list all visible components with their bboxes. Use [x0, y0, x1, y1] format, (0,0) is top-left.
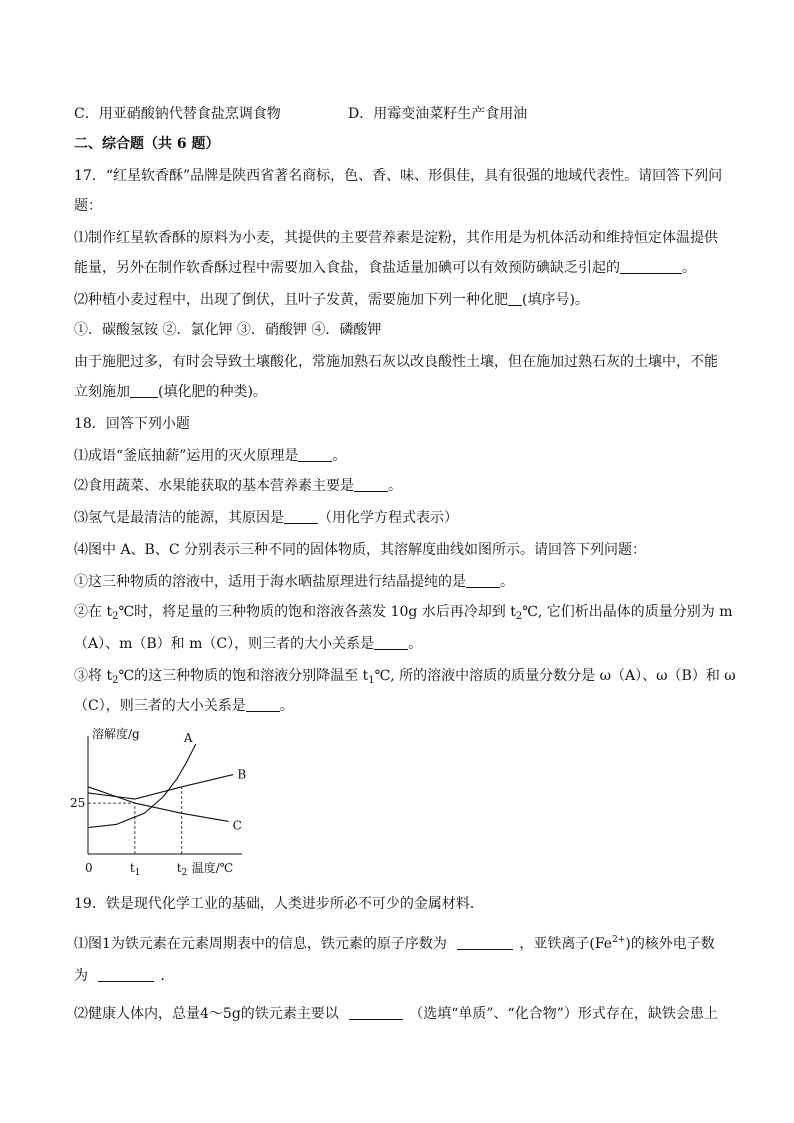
- q18-sub3-text-b: ℃的这三种物质的饱和溶液分别降温至 t: [118, 668, 369, 684]
- q18-sub3-line1: [74, 666, 736, 691]
- q19-title: 19．铁是现代化学工业的基础，人类进步所必不可少的金属材料．: [74, 896, 484, 912]
- q18-part2-text: ⑵食用蔬菜、水果能获取的基本营养素主要是: [74, 478, 354, 494]
- y-axis-label: 溶解度/g: [92, 727, 140, 741]
- series-line-B: [88, 775, 233, 799]
- q17-part2-line4-text: 立刻施加: [74, 384, 130, 400]
- q17-part1-end: 。: [682, 260, 696, 276]
- q17-options: ①．碳酸氢铵 ②．氯化钾 ③．硝酸钾 ④．磷酸钾: [74, 322, 382, 338]
- x-tick-subscript: 1: [134, 868, 141, 876]
- q18-sub3-line2-text: （C），则三者的大小关系是: [74, 698, 246, 714]
- q18-part1-text: ⑴成语“釜底抽薪”运用的灭火原理是: [74, 448, 299, 464]
- q18-sub2-line2: [74, 634, 422, 654]
- q18-part2: [74, 476, 402, 496]
- q17-stem-line2: 题：: [74, 198, 102, 214]
- series-label-A: A: [183, 731, 193, 746]
- q19-part1-text-c: 的核外电子数: [630, 936, 715, 952]
- answer-blank[interactable]: [466, 573, 500, 588]
- right-paren: ): [625, 936, 631, 952]
- subscript: 2: [515, 611, 523, 622]
- answer-blank[interactable]: [508, 291, 522, 306]
- x-tick-subscript: 2: [181, 868, 188, 876]
- q18-sub2-line1: [74, 602, 733, 627]
- answer-blank[interactable]: [457, 935, 513, 950]
- answer-blank[interactable]: [298, 447, 332, 462]
- section-title: 二、综合题（共 6 题）: [74, 136, 220, 152]
- q18-sub1: [74, 572, 514, 592]
- y-tick-label: 25: [70, 796, 86, 811]
- solubility-chart: [66, 726, 246, 876]
- ion-charge: 2+: [612, 935, 626, 945]
- q18-sub2-line2-end: 。: [408, 636, 423, 652]
- answer-blank[interactable]: [349, 1005, 403, 1020]
- q19-part1-line2-text: 为: [74, 968, 88, 984]
- subscript: 1: [368, 675, 375, 686]
- q18-sub2-text-a: ②在 t: [74, 604, 113, 620]
- chart-series: [88, 744, 233, 827]
- series-label-C: C: [232, 818, 242, 833]
- q18-part3-end: （用化学方程式表示）: [318, 510, 458, 526]
- answer-blank[interactable]: [98, 967, 154, 982]
- q18-sub1-end: 。: [500, 574, 514, 590]
- q18-part1: [74, 446, 346, 466]
- q19-part2-text-b: 的铁元素主要以: [240, 1006, 339, 1022]
- q19-part2: [74, 1004, 718, 1024]
- q18-sub3-line2: [74, 696, 294, 716]
- q17-part2-line3: 由于施肥过多，有时会导致土壤酸化，常施加熟石灰以改良酸性土壤，但在施加过熟石灰的土壤中，不能: [74, 354, 718, 370]
- x-tick-label: $t_2$: [176, 861, 188, 876]
- q17-part2-end: (填序号)。: [522, 292, 589, 308]
- q18-title: 18．回答下列小题: [74, 416, 190, 432]
- q18-part3-text: ⑶氢气是最清洁的能源，其原因是: [74, 510, 284, 526]
- q18-sub2-line2-text: （A）、m（B）和 m（C），则三者的大小关系是: [74, 636, 375, 652]
- series-label-B: B: [237, 767, 246, 782]
- q19-part1-text-a: ⑴图1为铁元素在元素周期表中的信息，铁元素的原子序数为: [74, 936, 447, 952]
- q19-part1-text-b: ，亚铁离子: [519, 936, 590, 952]
- answer-blank[interactable]: [130, 383, 158, 398]
- answer-blank[interactable]: [374, 635, 408, 650]
- x-axis-label: 温度/℃: [191, 861, 234, 875]
- q18-sub2-text-c: ℃, 它们析出晶体的质量分别为 m: [522, 604, 733, 620]
- origin-label: 0: [85, 861, 93, 875]
- q19-part1-line1: [74, 930, 715, 954]
- chart-guides: [88, 787, 182, 854]
- q19-part1-line2-end: ．: [160, 968, 175, 984]
- answer-blank[interactable]: [284, 509, 318, 524]
- series-line-A: [88, 744, 196, 827]
- ion-symbol: Fe: [594, 936, 613, 952]
- q17-part2-text: ⑵种植小麦过程中，出现了倒伏，且叶子发黄，需要施加下列一种化肥: [74, 292, 508, 308]
- q18-sub3-line2-end: 。: [279, 698, 294, 714]
- q18-sub1-text: ①这三种物质的溶液中，适用于海水晒盐原理进行结晶提纯的是: [74, 574, 466, 590]
- subscript: 2: [112, 611, 119, 622]
- q19-part2-text-a: ⑵健康人体内，总量: [74, 1006, 200, 1022]
- answer-blank[interactable]: [354, 477, 388, 492]
- answer-blank[interactable]: [246, 697, 280, 712]
- q17-part2-line4: [74, 382, 267, 402]
- q18-sub3-text-c: ℃, 所的溶液中溶质的质量分数分是 ω（A）、ω（B）和 ω: [374, 668, 736, 684]
- x-tick-label: $t_1$: [129, 861, 141, 876]
- q17-part1-line1: ⑴制作红星软香酥的原料为小麦，其提供的主要营养素是淀粉，其作用是为机体活动和维持恒定体温提供: [74, 230, 718, 246]
- q18-part3: [74, 508, 458, 528]
- q17-part2-line4-end: (填化肥的种类)。: [158, 384, 267, 400]
- q18-sub2-text-b: ℃时，将足量的三种物质的饱和溶液各蒸发 10g 水后再冷却到 t: [118, 604, 516, 620]
- q19-amount: 4～5g: [200, 1006, 241, 1022]
- answer-blank[interactable]: [620, 259, 682, 274]
- q17-part1-line2: [74, 258, 696, 278]
- q19-part2-text-c: （选填“单质”、“化合物”）形式存在，缺铁会患上: [409, 1006, 718, 1022]
- q18-sub3-text-a: ③将 t: [74, 668, 113, 684]
- q18-part1-end: 。: [332, 448, 347, 464]
- q17-part2-line1: [74, 290, 589, 310]
- q16-option-d: D．用霉变油菜籽生产食用油: [348, 106, 528, 122]
- q17-stem-line1: 17．“红星软香酥”品牌是陕西省著名商标，色、香、味、形俱佳，具有很强的地域代表性。请回答下列问: [74, 168, 723, 184]
- q19-part1-line2: [74, 966, 174, 986]
- subscript: 2: [112, 675, 119, 686]
- q16-option-c: C．用亚硝酸钠代替食盐烹调食物: [74, 106, 281, 122]
- q18-part2-end: 。: [388, 478, 402, 494]
- series-line-C: [88, 787, 229, 822]
- q18-part4: ⑷图中 A、B、C 分别表示三种不同的固体物质，其溶解度曲线如图所示。请回答下列问题：: [74, 542, 647, 558]
- left-paren: (: [589, 936, 595, 952]
- q17-part1-text: 能量，另外在制作软香酥过程中需要加入食盐，食盐适量加碘可以有效预防碘缺乏引起的: [74, 260, 620, 276]
